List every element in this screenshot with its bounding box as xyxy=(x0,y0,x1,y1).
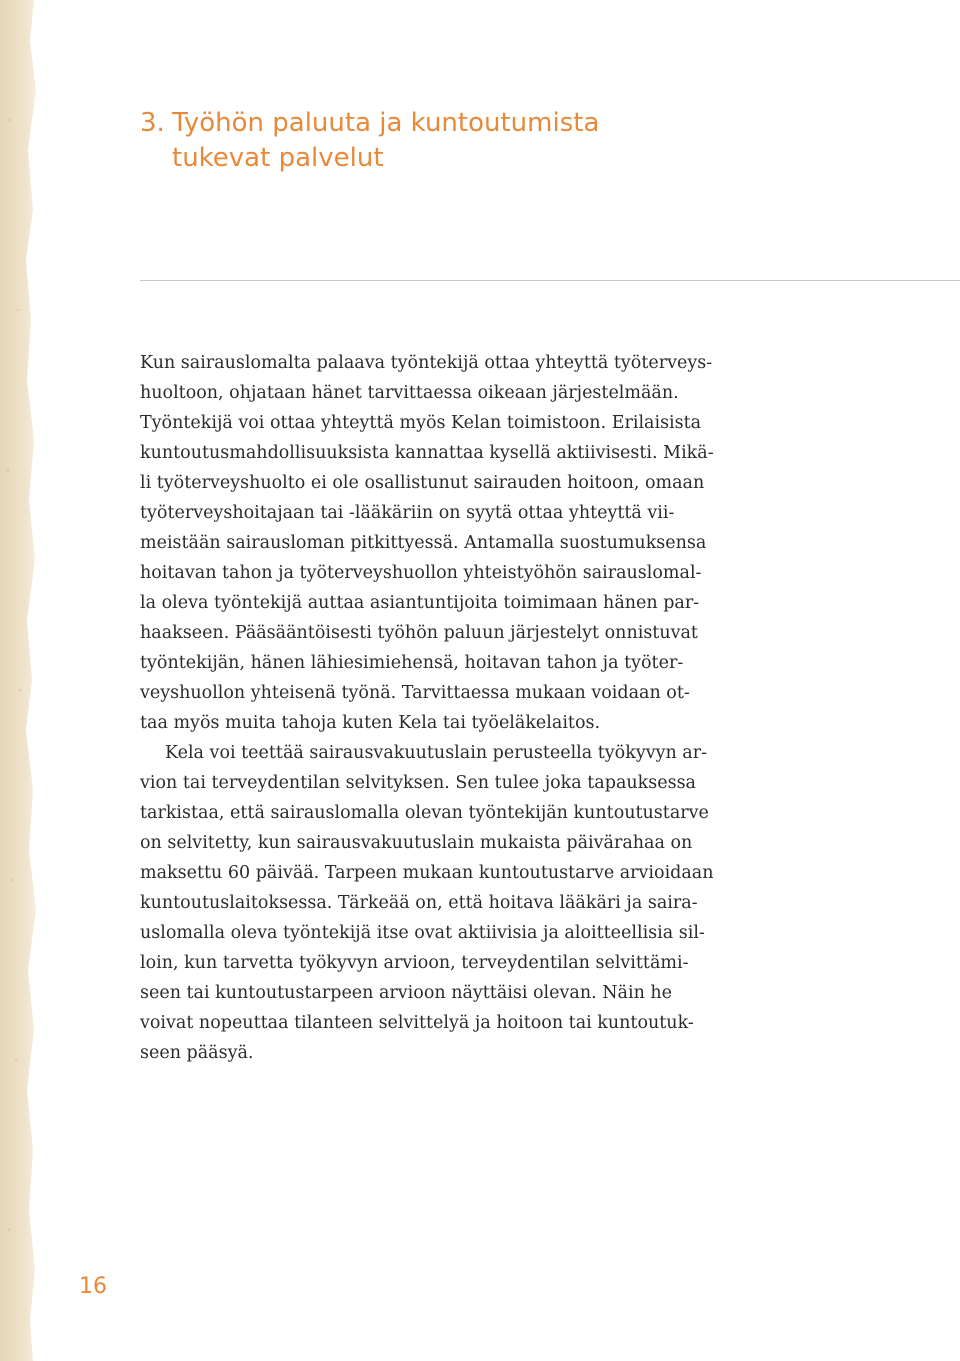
chapter-heading xyxy=(140,106,840,176)
chapter-title-line-2: tukevat palvelut xyxy=(172,143,384,173)
body-text xyxy=(140,348,744,1068)
text-line: li työterveyshuolto ei ole osallistunut sairauden hoitoon, omaan xyxy=(140,473,705,493)
text-line: tarkistaa, että sairauslomalla olevan työntekijän kuntoutustarve xyxy=(140,803,709,823)
text-line: kuntoutuslaitoksessa. Tärkeää on, että hoitava lääkäri ja saira- xyxy=(140,893,698,913)
text-line: loin, kun tarvetta työkyvyn arvioon, terveydentilan selvittämi- xyxy=(140,953,689,973)
text-line: voivat nopeuttaa tilanteen selvittelyä ja hoitoon tai kuntoutuk- xyxy=(140,1013,694,1033)
text-line: la oleva työntekijä auttaa asiantuntijoita toimimaan hänen par- xyxy=(140,593,700,613)
text-line: työterveyshoitajaan tai -lääkäriin on syytä ottaa yhteyttä vii- xyxy=(140,503,675,523)
paragraph-1 xyxy=(140,348,744,738)
text-line: meistään sairausloman pitkittyessä. Antamalla suostumuksensa xyxy=(140,533,707,553)
text-line: maksettu 60 päivää. Tarpeen mukaan kuntoutustarve arvioidaan xyxy=(140,863,714,883)
text-line: seen pääsyä. xyxy=(140,1043,254,1063)
text-line: on selvitetty, kun sairausvakuutuslain mukaista päivärahaa on xyxy=(140,833,693,853)
text-line: Kela voi teettää sairausvakuutuslain perusteella työkyvyn ar- xyxy=(165,743,708,763)
text-line: vion tai terveydentilan selvityksen. Sen tulee joka tapauksessa xyxy=(140,773,696,793)
text-line: haakseen. Pääsääntöisesti työhön paluun järjestelyt onnistuvat xyxy=(140,623,698,643)
text-line: hoitavan tahon ja työterveyshuollon yhteistyöhön sairauslomal- xyxy=(140,563,702,583)
chapter-title-line-1: Työhön paluuta ja kuntoutumista xyxy=(172,108,600,138)
torn-paper-edge xyxy=(0,0,48,1361)
text-line: työntekijän, hänen lähiesimiehensä, hoitavan tahon ja työter- xyxy=(140,653,684,673)
text-line: kuntoutusmahdollisuuksista kannattaa kysellä aktiivisesti. Mikä- xyxy=(140,443,714,463)
text-line: Työntekijä voi ottaa yhteyttä myös Kelan toimistoon. Erilaisista xyxy=(140,413,702,433)
text-line: Kun sairauslomalta palaava työntekijä ottaa yhteyttä työterveys- xyxy=(140,353,713,373)
text-line: huoltoon, ohjataan hänet tarvittaessa oikeaan järjestelmään. xyxy=(140,383,679,403)
horizontal-rule xyxy=(140,280,960,281)
text-line: veyshuollon yhteisenä työnä. Tarvittaessa mukaan voidaan ot- xyxy=(140,683,690,703)
chapter-number: 3. xyxy=(140,108,165,138)
paragraph-2 xyxy=(140,738,744,1068)
page-number: 16 xyxy=(79,1274,107,1299)
text-line: taa myös muita tahoja kuten Kela tai työeläkelaitos. xyxy=(140,713,601,733)
text-line: seen tai kuntoutustarpeen arvioon näyttäisi olevan. Näin he xyxy=(140,983,673,1003)
text-line: uslomalla oleva työntekijä itse ovat aktiivisia ja aloitteellisia sil- xyxy=(140,923,705,943)
